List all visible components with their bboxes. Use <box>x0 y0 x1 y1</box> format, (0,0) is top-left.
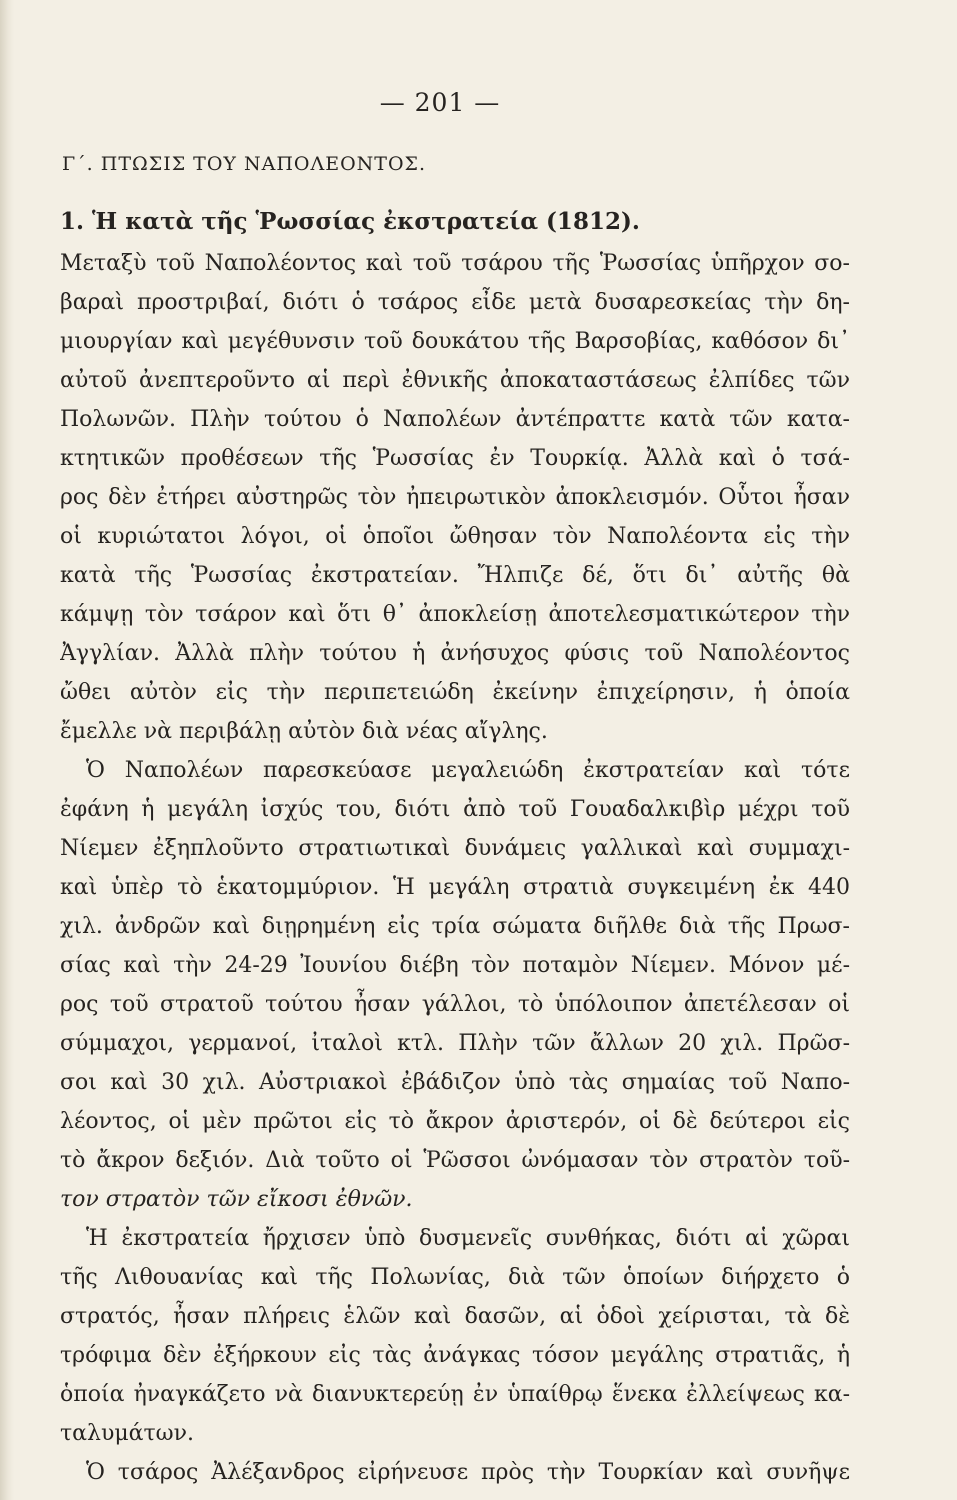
text-line: χιλ. ἀνδρῶν καὶ διῃρημένη εἰς τρία σώματα διῆλθε διὰ τῆς Πρωσ- <box>60 914 850 939</box>
text-line: Ἡ ἐκστρατεία ἤρχισεν ὑπὸ δυσμενεῖς συνθήκας, διότι αἱ χῶραι <box>86 1226 850 1251</box>
text-line: μιουργίαν καὶ μεγέθυνσιν τοῦ δουκάτου τῆς Βαρσοβίας, καθόσον δι᾽ <box>60 329 850 354</box>
chapter-heading: Γ΄. ΠΤΩΣΙΣ ΤΟΥ ΝΑΠΟΛΕΟΝΤΟΣ. <box>62 153 427 175</box>
text-line: Πολωνῶν. Πλὴν τούτου ὁ Ναπολέων ἀντέπραττε κατὰ τῶν κατα- <box>60 407 850 432</box>
text-line: Ὁ Ναπολέων παρεσκεύασε μεγαλειώδη ἐκστρατείαν καὶ τότε <box>86 758 850 783</box>
text-line: Ὁ τσάρος Ἀλέξανδρος εἰρήνευσε πρὸς τὴν Τουρκίαν καὶ συνῆψε <box>86 1460 850 1485</box>
text-line: κάμψῃ τὸν τσάρον καὶ ὅτι θ᾽ ἀποκλείσῃ ἀποτελεσματικώτερον τὴν <box>60 602 850 627</box>
text-line: ἐφάνη ἡ μεγάλη ἰσχύς του, διότι ἀπὸ τοῦ Γουαδαλκιβὶρ μέχρι τοῦ <box>60 797 850 822</box>
text-line: οἱ κυριώτατοι λόγοι, οἱ ὁποῖοι ὤθησαν τὸν Ναπολέοντα εἰς τὴν <box>60 524 850 549</box>
section-title: 1. Ἡ κατὰ τῆς Ῥωσσίας ἐκστρατεία (1812). <box>60 208 640 235</box>
text-line: τῆς Λιθουανίας καὶ τῆς Πολωνίας, διὰ τῶν ὁποίων διήρχετο ὁ <box>60 1265 850 1290</box>
text-body <box>60 200 850 1492</box>
text-line: ἔμελλε νὰ περιβάλῃ αὐτὸν διὰ νέας αἴγλης. <box>60 719 548 744</box>
text-line: τρόφιμα δὲν ἐξήρκουν εἰς τὰς ἀνάγκας τόσον μεγάλης στρατιᾶς, ἡ <box>60 1343 850 1368</box>
text-line: Μεταξὺ τοῦ Ναπολέοντος καὶ τοῦ τσάρου τῆς Ῥωσσίας ὑπῆρχον σο- <box>60 251 850 276</box>
text-line: Ἀγγλίαν. Ἀλλὰ πλὴν τούτου ἡ ἀνήσυχος φύσις τοῦ Ναπολέοντος <box>60 641 850 666</box>
text-line: ρος τοῦ στρατοῦ τούτου ἦσαν γάλλοι, τὸ ὑπόλοιπον ἀπετέλεσαν οἱ <box>60 992 850 1017</box>
text-line: ρος δὲν ἐτήρει αὐστηρῶς τὸν ἠπειρωτικὸν ἀποκλεισμόν. Οὗτοι ἦσαν <box>60 485 850 510</box>
page-edge-shadow <box>0 0 14 1500</box>
text-line: σοι καὶ 30 χιλ. Αὐστριακοὶ ἐβάδιζον ὑπὸ τὰς σημαίας τοῦ Ναπο- <box>60 1070 850 1095</box>
text-line: τὸ ἄκρον δεξιόν. Διὰ τοῦτο οἱ Ῥῶσσοι ὠνόμασαν τὸν στρατὸν τοῦ- <box>60 1148 850 1173</box>
text-line: κτητικῶν προθέσεων τῆς Ῥωσσίας ἐν Τουρκίᾳ. Ἀλλὰ καὶ ὁ τσά- <box>60 446 850 471</box>
text-line: σύμμαχοι, γερμανοί, ἰταλοὶ κτλ. Πλὴν τῶν ἄλλων 20 χιλ. Πρῶσ- <box>60 1031 850 1056</box>
text-line: ὁποία ἠναγκάζετο νὰ διανυκτερεύῃ ἐν ὑπαίθρῳ ἕνεκα ἐλλείψεως κα- <box>60 1382 850 1407</box>
text-line: βαραὶ προστριβαί, διότι ὁ τσάρος εἶδε μετὰ δυσαρεσκείας τὴν δη- <box>60 290 850 315</box>
text-line: στρατός, ἦσαν πλήρεις ἑλῶν καὶ δασῶν, αἱ ὁδοὶ χείρισται, τὰ δὲ <box>60 1304 850 1329</box>
text-line: κατὰ τῆς Ῥωσσίας ἐκστρατείαν. Ἤλπιζε δέ, ὅτι δι᾽ αὐτῆς θὰ <box>60 563 850 588</box>
text-line: Νίεμεν ἐξηπλοῦντο στρατιωτικαὶ δυνάμεις γαλλικαὶ καὶ συμμαχι- <box>60 836 850 861</box>
text-line: τον στρατὸν τῶν εἴκοσι ἐθνῶν. <box>60 1187 413 1212</box>
text-line: αὐτοῦ ἀνεπτεροῦντο αἱ περὶ ἐθνικῆς ἀποκαταστάσεως ἐλπίδες τῶν <box>60 368 850 393</box>
text-line: καὶ ὑπὲρ τὸ ἑκατομμύριον. Ἡ μεγάλη στρατιὰ συγκειμένη ἐκ 440 <box>60 875 850 900</box>
text-line: ταλυμάτων. <box>60 1421 194 1446</box>
text-line: σίας καὶ τὴν 24-29 Ἰουνίου διέβη τὸν ποταμὸν Νίεμεν. Μόνον μέ- <box>60 953 850 978</box>
text-line: λέοντος, οἱ μὲν πρῶτοι εἰς τὸ ἄκρον ἀριστερόν, οἱ δὲ δεύτεροι εἰς <box>60 1109 850 1134</box>
text-line: ὤθει αὐτὸν εἰς τὴν περιπετειώδη ἐκείνην ἐπιχείρησιν, ἡ ὁποία <box>60 680 850 705</box>
page-number: — 201 — <box>379 88 501 117</box>
